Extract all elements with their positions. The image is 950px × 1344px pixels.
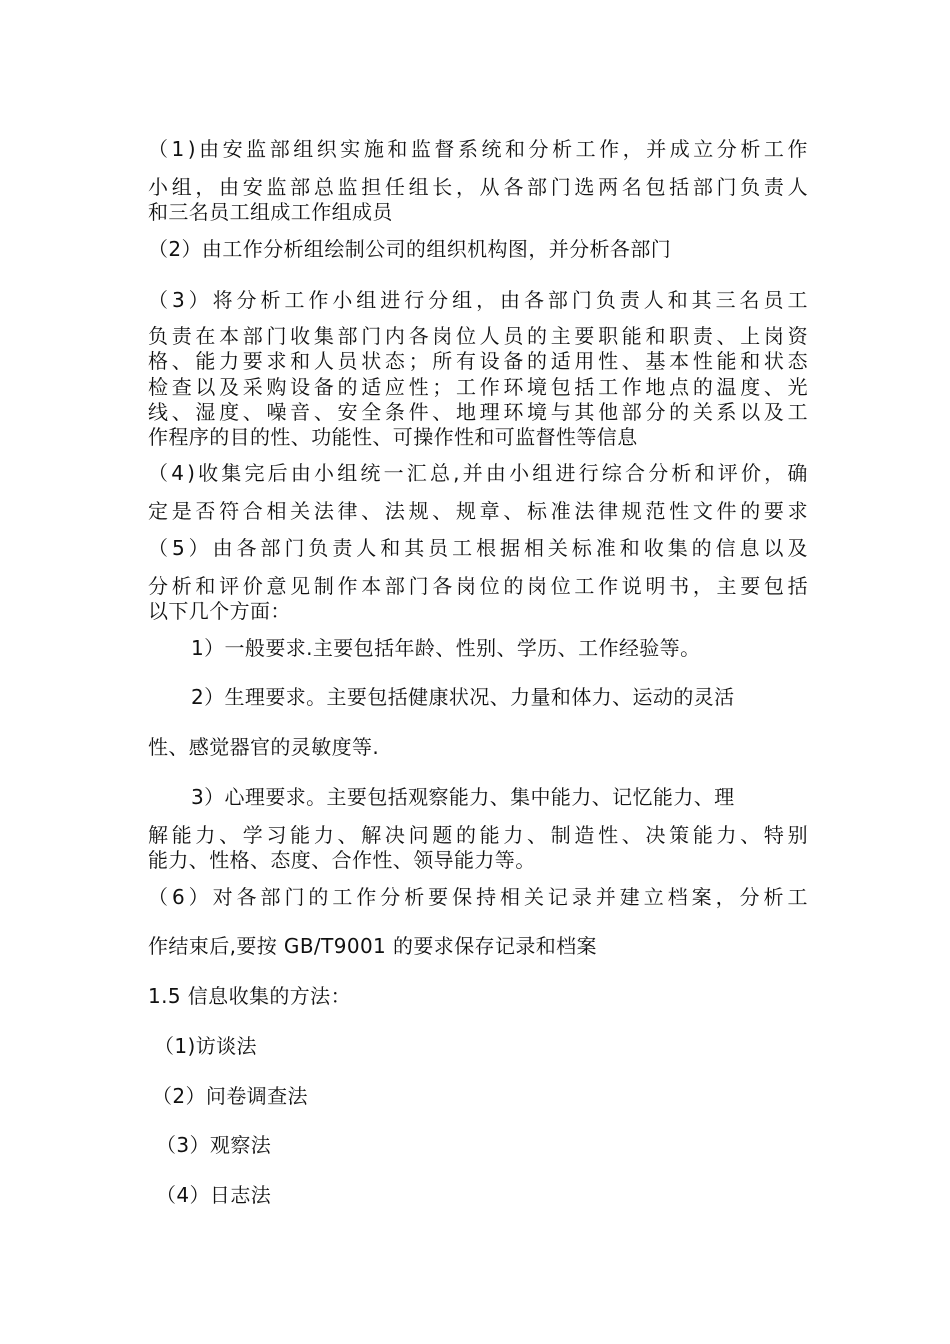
method-item-4: （4）日志法: [156, 1183, 272, 1207]
paragraph-4-line-2: 定 是 否 符 合 相 关 法 律 、 法 规 、 规 章 、 标 准 法 律 规 范 性 文 件 的 要 求: [148, 499, 808, 523]
requirement-2-line-1: 2）生理要求。主要包括健康状况、力量和体力、运动的灵活: [191, 685, 735, 709]
section-heading: 1.5 信息收集的方法：: [148, 984, 351, 1008]
paragraph-1-line-1: （ 1 ) 由 安 监 部 组 织 实 施 和 监 督 系 统 和 分 析 工 作 ， 并 成 立 分 析 工 作: [148, 137, 808, 161]
requirement-3-line-1: 3）心理要求。主要包括观察能力、集中能力、记忆能力、理: [191, 785, 735, 809]
requirement-3-line-2: 解 能 力 、 学 习 能 力 、 解 决 问 题 的 能 力 、 制 造 性 、 决 策 能 力 、 特 别: [148, 823, 808, 847]
method-item-3: （3）观察法: [156, 1133, 272, 1157]
paragraph-2-line-1: （2）由工作分析组绘制公司的组织机构图，并分析各部门: [148, 237, 672, 261]
paragraph-5-line-2: 分 析 和 评 价 意 见 制 作 本 部 门 各 岗 位 的 岗 位 工 作 说 明 书 ， 主 要 包 括: [148, 574, 808, 598]
paragraph-1-line-2: 小 组 ， 由 安 监 部 总 监 担 任 组 长 ， 从 各 部 门 选 两 名 包 括 部 门 负 责 人: [148, 175, 808, 199]
paragraph-3-line-3: 格 、 能 力 要 求 和 人 员 状 态 ； 所 有 设 备 的 适 用 性 、 基 本 性 能 和 状 态: [148, 349, 808, 373]
paragraph-3-line-6: 作程序的目的性、功能性、可操作性和可监督性等信息: [148, 425, 638, 449]
paragraph-4-line-1: （ 4 ) 收 集 完 后 由 小 组 统 一 汇 总 , 并 由 小 组 进 行 综 合 分 析 和 评 价 ， 确: [148, 461, 808, 485]
paragraph-3-line-2: 负 责 在 本 部 门 收 集 部 门 内 各 岗 位 人 员 的 主 要 职 能 和 职 责 、 上 岗 资: [148, 324, 808, 348]
paragraph-5-line-1: （ 5 ） 由 各 部 门 负 责 人 和 其 员 工 根 据 相 关 标 准 和 收 集 的 信 息 以 及: [148, 536, 808, 560]
requirement-2-line-2: 性、感觉器官的灵敏度等.: [148, 735, 380, 759]
paragraph-1-line-3: 和三名员工组成工作组成员: [148, 200, 393, 224]
paragraph-6-line-1: （ 6 ） 对 各 部 门 的 工 作 分 析 要 保 持 相 关 记 录 并 建 立 档 案 ， 分 析 工: [148, 885, 808, 909]
method-item-2: （2）问卷调查法: [152, 1084, 308, 1108]
paragraph-5-line-3: 以下几个方面：: [148, 599, 291, 623]
paragraph-6-line-2: 作结束后,要按 GB/T9001 的要求保存记录和档案: [148, 934, 597, 958]
requirement-1-line-1: 1）一般要求.主要包括年龄、性别、学历、工作经验等。: [191, 636, 701, 660]
method-item-1: （1)访谈法: [154, 1034, 257, 1058]
paragraph-3-line-5: 线 、 湿 度 、 噪 音 、 安 全 条 件 、 地 理 环 境 与 其 他 部 分 的 关 系 以 及 工: [148, 400, 808, 424]
paragraph-3-line-4: 检 查 以 及 采 购 设 备 的 适 应 性 ； 工 作 环 境 包 括 工 作 地 点 的 温 度 、 光: [148, 375, 808, 399]
paragraph-3-line-1: （ 3 ） 将 分 析 工 作 小 组 进 行 分 组 ， 由 各 部 门 负 责 人 和 其 三 名 员 工: [148, 288, 808, 312]
requirement-3-line-3: 能力、性格、态度、合作性、领导能力等。: [148, 848, 536, 872]
